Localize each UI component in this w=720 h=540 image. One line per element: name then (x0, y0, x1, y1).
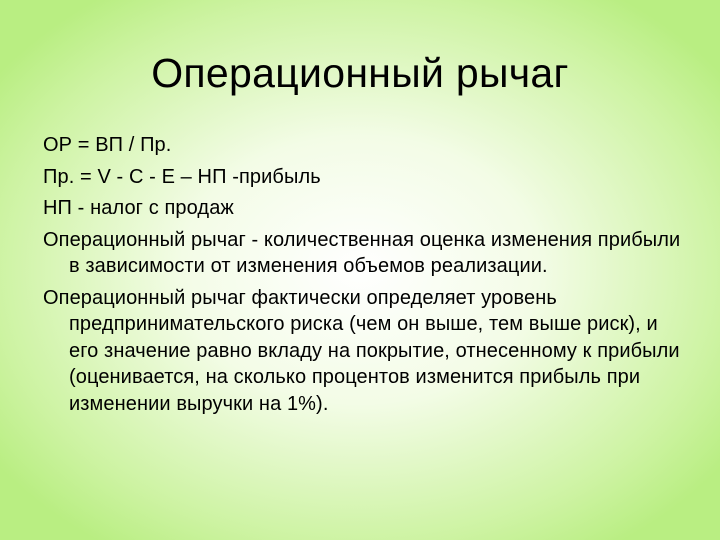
definition-operating-leverage: Операционный рычаг - количественная оценка изменения прибыли в зависимости от изменения объемов реализации. (43, 228, 681, 277)
explanation-business-risk: Операционный рычаг фактически определяет уровень предпринимательского риска (чем он выше, тем выше риск), и его значение равно вкладу на покрытие, отнесенному к прибыли (оценивается, на сколько процентов изменится прибыль при изменении выручки на 1%). (43, 286, 680, 415)
definition-np: НП - налог с продаж (43, 197, 234, 219)
formula-op: ОР = ВП / Пр. (43, 134, 172, 156)
slide-body (43, 132, 683, 422)
formula-profit: Пр. = V - C - E – НП -прибыль (43, 165, 321, 188)
slide-title: Операционный рычаг (151, 50, 569, 96)
